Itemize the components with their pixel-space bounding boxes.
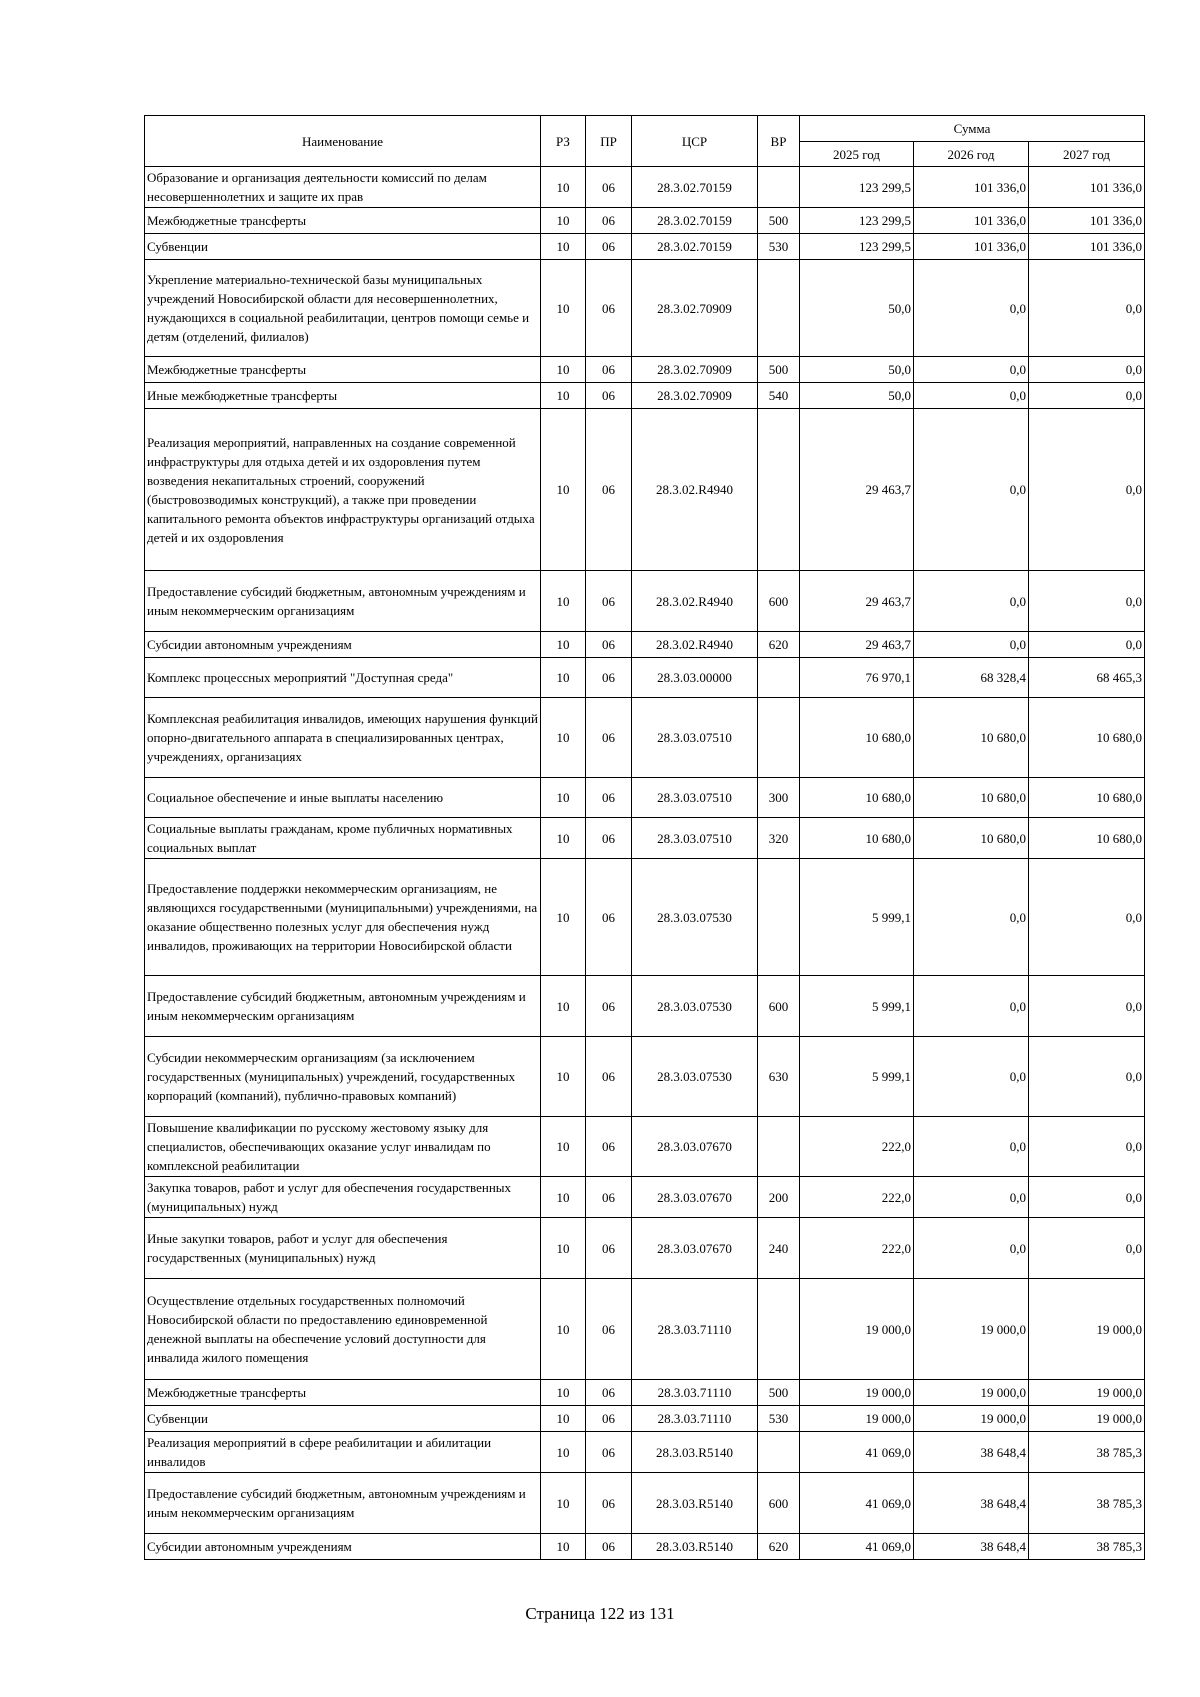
cell-vr: 530 [758,1406,800,1432]
cell-csr: 28.3.03.07670 [632,1218,758,1279]
cell-vr: 620 [758,1534,800,1560]
cell-y2026: 38 648,4 [914,1534,1029,1560]
cell-y2027: 10 680,0 [1029,818,1145,859]
table-row [145,1177,1145,1218]
table-row [145,632,1145,658]
cell-name: Повышение квалификации по русскому жестовому языку для специалистов, обеспечивающих оказание услуг инвалидам по комплексной реабилитации [145,1117,541,1177]
cell-name: Предоставление субсидий бюджетным, автономным учреждениям и иным некоммерческим организациям [145,571,541,632]
cell-vr [758,698,800,778]
cell-y2026: 38 648,4 [914,1473,1029,1534]
table-row [145,383,1145,409]
cell-vr: 500 [758,208,800,234]
cell-name: Межбюджетные трансферты [145,357,541,383]
cell-rz: 10 [541,658,586,698]
cell-rz: 10 [541,234,586,260]
table-row [145,1534,1145,1560]
cell-rz: 10 [541,1177,586,1218]
cell-csr: 28.3.03.71110 [632,1279,758,1380]
cell-csr: 28.3.02.70909 [632,260,758,357]
cell-rz: 10 [541,1117,586,1177]
table-header [145,116,1145,167]
cell-pr: 06 [586,1177,632,1218]
table-row [145,234,1145,260]
table-row [145,1380,1145,1406]
cell-name: Социальные выплаты гражданам, кроме публичных нормативных социальных выплат [145,818,541,859]
cell-csr: 28.3.03.00000 [632,658,758,698]
table-row [145,976,1145,1037]
cell-name: Субсидии автономным учреждениям [145,1534,541,1560]
cell-pr: 06 [586,167,632,208]
cell-name: Межбюджетные трансферты [145,1380,541,1406]
cell-y2025: 29 463,7 [800,632,914,658]
cell-vr: 540 [758,383,800,409]
cell-csr: 28.3.03.07670 [632,1177,758,1218]
cell-y2027: 0,0 [1029,1117,1145,1177]
table-row [145,167,1145,208]
cell-y2025: 41 069,0 [800,1473,914,1534]
table-row [145,658,1145,698]
cell-y2026: 10 680,0 [914,698,1029,778]
table-row [145,859,1145,976]
cell-y2026: 0,0 [914,260,1029,357]
cell-csr: 28.3.03.71110 [632,1406,758,1432]
cell-pr: 06 [586,208,632,234]
cell-csr: 28.3.03.07510 [632,818,758,859]
cell-y2027: 0,0 [1029,976,1145,1037]
cell-y2027: 0,0 [1029,1218,1145,1279]
cell-pr: 06 [586,357,632,383]
cell-name: Субвенции [145,234,541,260]
cell-y2027: 19 000,0 [1029,1380,1145,1406]
cell-y2027: 38 785,3 [1029,1432,1145,1473]
cell-name: Предоставление субсидий бюджетным, автономным учреждениям и иным некоммерческим организациям [145,1473,541,1534]
cell-rz: 10 [541,1432,586,1473]
cell-y2025: 41 069,0 [800,1432,914,1473]
cell-y2027: 0,0 [1029,260,1145,357]
cell-csr: 28.3.02.R4940 [632,571,758,632]
cell-vr: 500 [758,1380,800,1406]
cell-vr: 620 [758,632,800,658]
cell-name: Комплексная реабилитация инвалидов, имеющих нарушения функций опорно-двигательного аппарата в специализированных центрах, учреждениях, организациях [145,698,541,778]
cell-vr [758,658,800,698]
cell-pr: 06 [586,632,632,658]
cell-pr: 06 [586,234,632,260]
cell-pr: 06 [586,383,632,409]
cell-y2027: 0,0 [1029,859,1145,976]
cell-name: Предоставление субсидий бюджетным, автономным учреждениям и иным некоммерческим организациям [145,976,541,1037]
cell-csr: 28.3.03.07510 [632,698,758,778]
cell-rz: 10 [541,409,586,571]
cell-rz: 10 [541,818,586,859]
cell-vr: 200 [758,1177,800,1218]
cell-pr: 06 [586,859,632,976]
cell-y2026: 0,0 [914,383,1029,409]
cell-rz: 10 [541,260,586,357]
cell-csr: 28.3.02.70159 [632,208,758,234]
table-body [145,167,1145,1560]
cell-csr: 28.3.03.07530 [632,859,758,976]
cell-pr: 06 [586,1432,632,1473]
page-number: Страница 122 из 131 [525,1604,675,1623]
table-row [145,571,1145,632]
cell-rz: 10 [541,1534,586,1560]
budget-table [144,115,1145,1560]
table-row [145,357,1145,383]
cell-name: Образование и организация деятельности комиссий по делам несовершеннолетних и защите их прав [145,167,541,208]
cell-pr: 06 [586,976,632,1037]
cell-y2027: 0,0 [1029,1037,1145,1117]
cell-pr: 06 [586,1037,632,1117]
cell-vr: 320 [758,818,800,859]
cell-csr: 28.3.02.70909 [632,383,758,409]
table-row [145,1117,1145,1177]
cell-rz: 10 [541,1406,586,1432]
cell-name: Реализация мероприятий, направленных на создание современной инфраструктуры для отдыха детей и их оздоровления путем возведения некапитальных строений, сооружений (быстровозводимых конструкций), а также при проведении капитального ремонта объектов инфраструктуры организаций отдыха детей и их оздоровления [145,409,541,571]
cell-y2025: 10 680,0 [800,778,914,818]
cell-csr: 28.3.03.07510 [632,778,758,818]
cell-pr: 06 [586,818,632,859]
cell-pr: 06 [586,571,632,632]
cell-csr: 28.3.02.70159 [632,234,758,260]
cell-name: Реализация мероприятий в сфере реабилитации и абилитации инвалидов [145,1432,541,1473]
cell-y2026: 0,0 [914,1037,1029,1117]
cell-pr: 06 [586,1279,632,1380]
cell-y2027: 19 000,0 [1029,1406,1145,1432]
cell-y2026: 101 336,0 [914,208,1029,234]
cell-rz: 10 [541,1380,586,1406]
cell-pr: 06 [586,1218,632,1279]
cell-rz: 10 [541,632,586,658]
header-year-2027: 2027 год [1029,142,1145,167]
header-rz: РЗ [541,116,586,167]
table-row [145,818,1145,859]
cell-y2027: 38 785,3 [1029,1473,1145,1534]
cell-rz: 10 [541,1037,586,1117]
cell-y2025: 123 299,5 [800,208,914,234]
cell-y2026: 38 648,4 [914,1432,1029,1473]
cell-csr: 28.3.02.R4940 [632,409,758,571]
header-pr: ПР [586,116,632,167]
cell-pr: 06 [586,409,632,571]
cell-y2026: 101 336,0 [914,167,1029,208]
cell-rz: 10 [541,976,586,1037]
cell-csr: 28.3.03.R5140 [632,1432,758,1473]
cell-vr [758,167,800,208]
cell-y2025: 5 999,1 [800,976,914,1037]
cell-y2026: 0,0 [914,1117,1029,1177]
cell-csr: 28.3.02.70909 [632,357,758,383]
cell-csr: 28.3.03.07530 [632,1037,758,1117]
cell-name: Межбюджетные трансферты [145,208,541,234]
cell-vr [758,1279,800,1380]
cell-vr: 240 [758,1218,800,1279]
cell-y2027: 68 465,3 [1029,658,1145,698]
cell-y2025: 19 000,0 [800,1406,914,1432]
cell-y2026: 0,0 [914,571,1029,632]
cell-csr: 28.3.03.R5140 [632,1534,758,1560]
cell-y2026: 68 328,4 [914,658,1029,698]
cell-y2026: 0,0 [914,632,1029,658]
cell-name: Осуществление отдельных государственных полномочий Новосибирской области по предоставлению единовременной денежной выплаты на обеспечение условий доступности для инвалида жилого помещения [145,1279,541,1380]
cell-y2025: 5 999,1 [800,859,914,976]
cell-y2027: 19 000,0 [1029,1279,1145,1380]
cell-y2025: 41 069,0 [800,1534,914,1560]
table-row [145,1432,1145,1473]
cell-y2025: 50,0 [800,383,914,409]
cell-y2026: 19 000,0 [914,1279,1029,1380]
table-row [145,698,1145,778]
cell-vr: 630 [758,1037,800,1117]
cell-pr: 06 [586,1534,632,1560]
cell-pr: 06 [586,1117,632,1177]
cell-name: Комплекс процессных мероприятий "Доступная среда" [145,658,541,698]
cell-y2025: 50,0 [800,260,914,357]
cell-pr: 06 [586,260,632,357]
cell-y2026: 19 000,0 [914,1380,1029,1406]
cell-vr: 500 [758,357,800,383]
header-name: Наименование [145,116,541,167]
cell-vr: 530 [758,234,800,260]
cell-name: Укрепление материально-технической базы муниципальных учреждений Новосибирской области для несовершеннолетних, нуждающихся в социальной реабилитации, центров помощи семье и детям (отделений, филиалов) [145,260,541,357]
cell-vr [758,409,800,571]
cell-y2027: 0,0 [1029,383,1145,409]
cell-csr: 28.3.02.R4940 [632,632,758,658]
cell-y2025: 10 680,0 [800,818,914,859]
cell-vr: 600 [758,1473,800,1534]
header-year-2026: 2026 год [914,142,1029,167]
cell-y2027: 0,0 [1029,1177,1145,1218]
cell-rz: 10 [541,1279,586,1380]
table-row [145,409,1145,571]
cell-y2027: 0,0 [1029,632,1145,658]
cell-vr: 600 [758,976,800,1037]
cell-y2027: 0,0 [1029,571,1145,632]
cell-y2025: 76 970,1 [800,658,914,698]
cell-y2025: 19 000,0 [800,1279,914,1380]
cell-y2026: 10 680,0 [914,778,1029,818]
cell-y2025: 50,0 [800,357,914,383]
table-row [145,1406,1145,1432]
cell-vr [758,260,800,357]
header-vr: ВР [758,116,800,167]
cell-y2027: 101 336,0 [1029,167,1145,208]
cell-y2025: 222,0 [800,1117,914,1177]
cell-y2025: 222,0 [800,1177,914,1218]
cell-vr [758,1432,800,1473]
cell-y2025: 123 299,5 [800,167,914,208]
cell-rz: 10 [541,383,586,409]
cell-y2027: 10 680,0 [1029,778,1145,818]
cell-rz: 10 [541,1218,586,1279]
cell-y2026: 0,0 [914,859,1029,976]
cell-vr [758,1117,800,1177]
cell-y2026: 0,0 [914,1177,1029,1218]
header-csr: ЦСР [632,116,758,167]
cell-rz: 10 [541,208,586,234]
cell-name: Субвенции [145,1406,541,1432]
cell-y2026: 0,0 [914,357,1029,383]
table-row [145,1218,1145,1279]
cell-rz: 10 [541,571,586,632]
cell-rz: 10 [541,698,586,778]
cell-y2027: 0,0 [1029,357,1145,383]
cell-y2025: 29 463,7 [800,571,914,632]
cell-pr: 06 [586,1380,632,1406]
cell-vr: 600 [758,571,800,632]
cell-y2027: 101 336,0 [1029,234,1145,260]
cell-csr: 28.3.03.71110 [632,1380,758,1406]
cell-rz: 10 [541,778,586,818]
cell-y2025: 123 299,5 [800,234,914,260]
cell-name: Иные закупки товаров, работ и услуг для обеспечения государственных (муниципальных) нужд [145,1218,541,1279]
cell-name: Субсидии некоммерческим организациям (за исключением государственных (муниципальных) учреждений, государственных корпораций (компаний), публично-правовых компаний) [145,1037,541,1117]
cell-name: Закупка товаров, работ и услуг для обеспечения государственных (муниципальных) нужд [145,1177,541,1218]
cell-rz: 10 [541,859,586,976]
cell-y2026: 0,0 [914,409,1029,571]
cell-y2025: 29 463,7 [800,409,914,571]
cell-y2025: 222,0 [800,1218,914,1279]
cell-y2026: 0,0 [914,976,1029,1037]
cell-csr: 28.3.03.07670 [632,1117,758,1177]
table-row [145,1279,1145,1380]
cell-y2026: 0,0 [914,1218,1029,1279]
cell-vr: 300 [758,778,800,818]
cell-y2027: 38 785,3 [1029,1534,1145,1560]
cell-csr: 28.3.03.R5140 [632,1473,758,1534]
cell-y2026: 19 000,0 [914,1406,1029,1432]
cell-vr [758,859,800,976]
cell-csr: 28.3.03.07530 [632,976,758,1037]
cell-y2025: 19 000,0 [800,1380,914,1406]
cell-rz: 10 [541,167,586,208]
cell-y2027: 0,0 [1029,409,1145,571]
header-year-2025: 2025 год [800,142,914,167]
table-row [145,1037,1145,1117]
cell-name: Иные межбюджетные трансферты [145,383,541,409]
table-row [145,778,1145,818]
cell-name: Социальное обеспечение и иные выплаты населению [145,778,541,818]
cell-rz: 10 [541,357,586,383]
cell-rz: 10 [541,1473,586,1534]
cell-y2027: 10 680,0 [1029,698,1145,778]
cell-pr: 06 [586,778,632,818]
cell-csr: 28.3.02.70159 [632,167,758,208]
cell-pr: 06 [586,698,632,778]
table-row [145,260,1145,357]
cell-y2026: 101 336,0 [914,234,1029,260]
table-row [145,1473,1145,1534]
cell-pr: 06 [586,658,632,698]
table-row [145,208,1145,234]
cell-pr: 06 [586,1406,632,1432]
cell-name: Субсидии автономным учреждениям [145,632,541,658]
cell-name: Предоставление поддержки некоммерческим организациям, не являющихся государственными (муниципальными) учреждениями, на оказание общественно полезных услуг для обеспечения нужд инвалидов, проживающих на территории Новосибирской области [145,859,541,976]
cell-y2026: 10 680,0 [914,818,1029,859]
cell-y2027: 101 336,0 [1029,208,1145,234]
cell-pr: 06 [586,1473,632,1534]
cell-y2025: 5 999,1 [800,1037,914,1117]
cell-y2025: 10 680,0 [800,698,914,778]
header-sum: Сумма [800,116,1145,142]
